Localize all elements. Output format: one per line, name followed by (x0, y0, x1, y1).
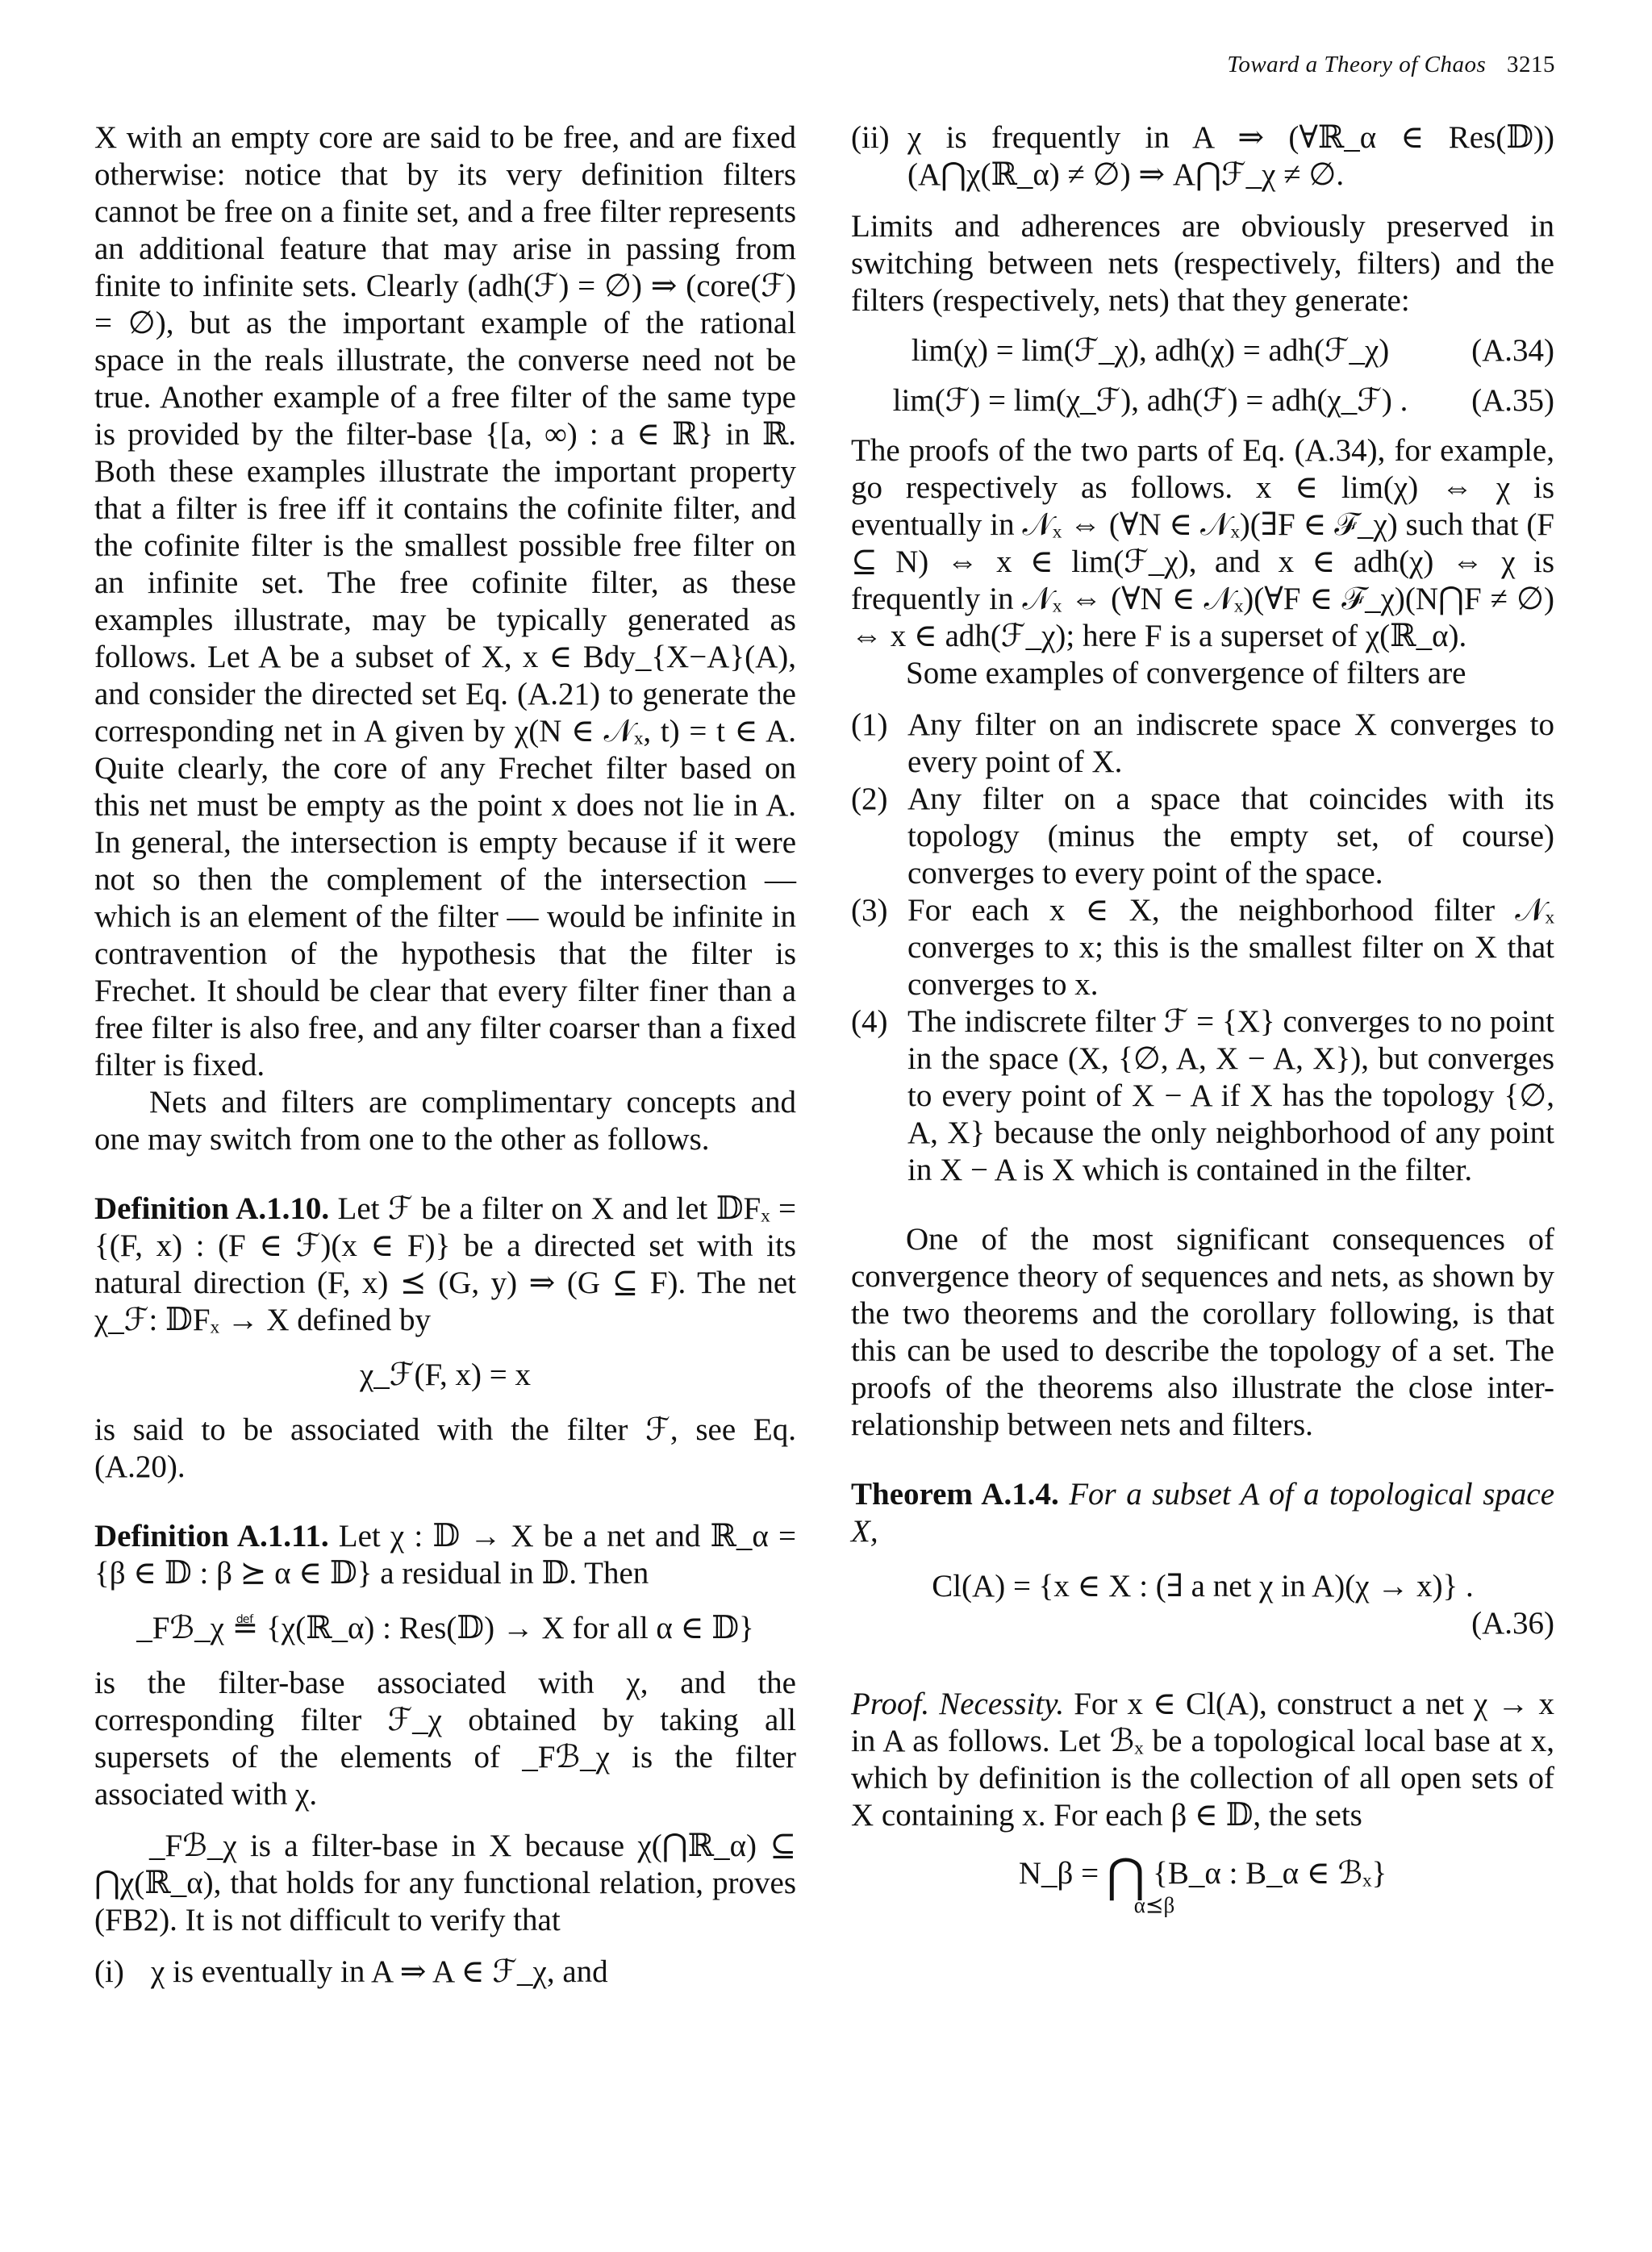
equation-n-beta (851, 1850, 1554, 1918)
running-head (1227, 52, 1555, 78)
list-item-label: (3) (851, 893, 888, 928)
equation-a-35 (851, 382, 1554, 419)
theorem-a-1-4 (851, 1476, 1554, 1550)
list-item-label: (4) (851, 1004, 888, 1039)
equation-filter-base: _Fℬ_χ ≝ {χ(ℝ_α) : Res(𝔻) → X for all α ∈ 𝔻} (136, 1611, 754, 1645)
list-item-ii-text: χ is frequently in A ⇒ (∀ℝ_α ∈ Res(𝔻)) (A⋂χ(ℝ_α) ≠ ∅) ⇒ A⋂ℱ_χ ≠ ∅. (907, 120, 1554, 192)
proof-body: For x ∈ Cl(A), construct a net χ → x in A as follows. Let ℬₓ be a topological local base at x, which by definition is the collection of all open sets of X containing x. For each β ∈ 𝔻, the sets (851, 1687, 1555, 1833)
convergence-examples-list (851, 707, 1554, 1189)
list-item-label: (1) (851, 707, 888, 742)
list-item-label: (2) (851, 782, 888, 816)
definition-a-1-10-heading: Definition A.1.10. (94, 1191, 330, 1226)
equation-a-34-body: lim(χ) = lim(ℱ_χ), adh(χ) = adh(ℱ_χ) (911, 333, 1390, 368)
list-item (851, 1003, 1554, 1189)
equation-a-35-tag: (A.35) (1471, 383, 1554, 418)
list-item-ii-label: (ii) (851, 120, 890, 155)
list-item (851, 707, 1554, 781)
theorem-a-1-4-heading: Theorem A.1.4. (851, 1477, 1059, 1512)
definition-a-1-10-after: is said to be associated with the filter ℱ, see Eq. (A.20). (94, 1412, 796, 1484)
left-paragraph-3: _Fℬ_χ is a filter-base in X because χ(⋂ℝ_α) ⊆ ⋂χ(ℝ_α), that holds for any functional relation, proves (FB2). It is not difficult to verify that (94, 1829, 796, 1937)
left-column (94, 119, 796, 1991)
equation-a-34-tag: (A.34) (1471, 333, 1554, 368)
list-item-i (94, 1954, 796, 1991)
right-paragraph-3: Some examples of convergence of filters are (906, 656, 1466, 690)
equation-n-beta-lhs: N_β = (1018, 1856, 1099, 1891)
definition-a-1-11-heading: Definition A.1.11. (94, 1519, 329, 1553)
proof-paragraph (851, 1686, 1554, 1834)
equation-a-36-body: Cl(A) = {x ∈ X : (∃ a net χ in A)(χ → x)} . (932, 1569, 1474, 1604)
equation-a-35-body: lim(ℱ) = lim(χ_ℱ), adh(ℱ) = adh(χ_ℱ) . (892, 383, 1408, 418)
equation-a-36-tag: (A.36) (1471, 1606, 1554, 1641)
definition-a-1-10 (94, 1191, 796, 1339)
list-item-text: For each x ∈ X, the neighborhood filter 𝒩ₓ converges to x; this is the smallest filter on X that converges to x. (907, 893, 1554, 1002)
proof-heading: Proof. (851, 1687, 930, 1721)
list-item-text: Any filter on an indiscrete space X converges to every point of X. (907, 707, 1554, 779)
list-item (851, 781, 1554, 892)
right-paragraph-2: The proofs of the two parts of Eq. (A.34), for example, go respectively as follows. x ∈ lim(χ) ⇔ χ is eventually in 𝒩ₓ ⇔ (∀N ∈ 𝒩ₓ)(∃F ∈ ℱ_χ) such that (F ⊆ N) ⇔ x ∈ lim(ℱ_χ), and x ∈ adh(χ) ⇔ χ is frequently in 𝒩ₓ ⇔ (∀N ∈ 𝒩ₓ)(∀F ∈ ℱ_χ)(N⋂F ≠ ∅) ⇔ x ∈ adh(ℱ_χ); here F is a superset of χ(ℝ_α). (851, 433, 1554, 653)
theorem-a-1-4-body: For a subset A of a topological space X, (851, 1477, 1555, 1549)
right-paragraph-4: One of the most significant consequences of convergence theory of sequences and nets, as shown by the two theorems and the corollary following, is that this can be used to describe the topology of a set. The proofs of the theorems also illustrate the close inter-relationship between nets and filters. (851, 1222, 1554, 1442)
equation-net-assoc-filter: χ_ℱ(F, x) = x (359, 1357, 531, 1392)
right-paragraph-1: Limits and adherences are obviously preserved in switching between nets (respectively, filters) and the filters (respectively, nets) that they generate: (851, 209, 1554, 318)
list-item-ii (851, 119, 1554, 194)
list-item-text: The indiscrete filter ℱ = {X} converges to no point in the space (X, {∅, A, X − A, X}), but converges to every point of X − A if X has the topology {∅, A, X} because the only neighborhood of any point in X − A is X which is contained in the filter. (907, 1004, 1554, 1187)
left-paragraph-2: Nets and filters are complimentary concepts and one may switch from one to the other as follows. (94, 1085, 796, 1157)
definition-a-1-11-body: Let χ : 𝔻 → X be a net and ℝ_α = {β ∈ 𝔻 : β ⪰ α ∈ 𝔻} a residual in 𝔻. Then (94, 1519, 796, 1591)
list-item (851, 892, 1554, 1003)
right-column (851, 119, 1554, 1917)
definition-a-1-10-body: Let ℱ be a filter on X and let 𝔻Fₓ = {(F, x) : (F ∈ ℱ)(x ∈ F)} be a directed set with its natural direction (F, x) ⪯ (G, y) ⇒ (G ⊆ F). The net χ_ℱ: 𝔻Fₓ → X defined by (94, 1191, 797, 1337)
list-item-i-text: χ is eventually in A ⇒ A ∈ ℱ_χ, and (151, 1954, 608, 1989)
definition-a-1-11 (94, 1518, 796, 1592)
equation-n-beta-rhs: {B_α : B_α ∈ ℬₓ} (1153, 1856, 1387, 1891)
equation-a-34 (851, 332, 1554, 369)
list-item-i-label: (i) (94, 1954, 124, 1989)
list-item-text: Any filter on a space that coincides with its topology (minus the empty set, of course) converges to every point of the space. (907, 782, 1554, 890)
left-paragraph-1: X with an empty core are said to be free, and are fixed otherwise: notice that by its very definition filters cannot be free on a finite set, and a free filter represents an additional feature that may arise in passing from finite to infinite sets. Clearly (adh(ℱ) = ∅) ⇒ (core(ℱ) = ∅), but as the important example of the rational space in the reals illustrate, the converse need not be true. Another example of a free filter of the same type is provided by the filter-base {[a, ∞) : a ∈ ℝ} in ℝ. Both these examples illustrate the important property that a filter is free iff it contains the cofinite filter, and the cofinite filter is the smallest possible free filter on an infinite set. The free cofinite filter, as these examples illustrate, may be typically generated as follows. Let A be a subset of X, x ∈ Bdy_{X−A}(A), and consider the directed set Eq. (A.21) to generate the corresponding net in A given by χ(N ∈ 𝒩ₓ, t) = t ∈ A. Quite clearly, the core of any Frechet filter based on this net must be empty as the point x does not lie in A. In general, the intersection is empty because if it were not so then the complement of the intersection — which is an element of the filter — would be infinite in contravention of the hypothesis that the filter is Frechet. It should be clear that every filter finer than a free filter is also free, and any filter coarser than a fixed filter is fixed. (94, 120, 796, 1082)
proof-necessity: Necessity. (939, 1687, 1065, 1721)
definition-a-1-11-after: is the filter-base associated with χ, and the corresponding filter ℱ_χ obtained by taking all supersets of the elements of _Fℬ_χ is the filter associated with χ. (94, 1666, 796, 1812)
equation-n-beta-subscript: α⪯β (1133, 1893, 1175, 1918)
running-title: Toward a Theory of Chaos (1227, 52, 1487, 77)
big-intersection-symbol: ⋂ (1106, 1850, 1145, 1903)
page-number: 3215 (1507, 52, 1555, 77)
